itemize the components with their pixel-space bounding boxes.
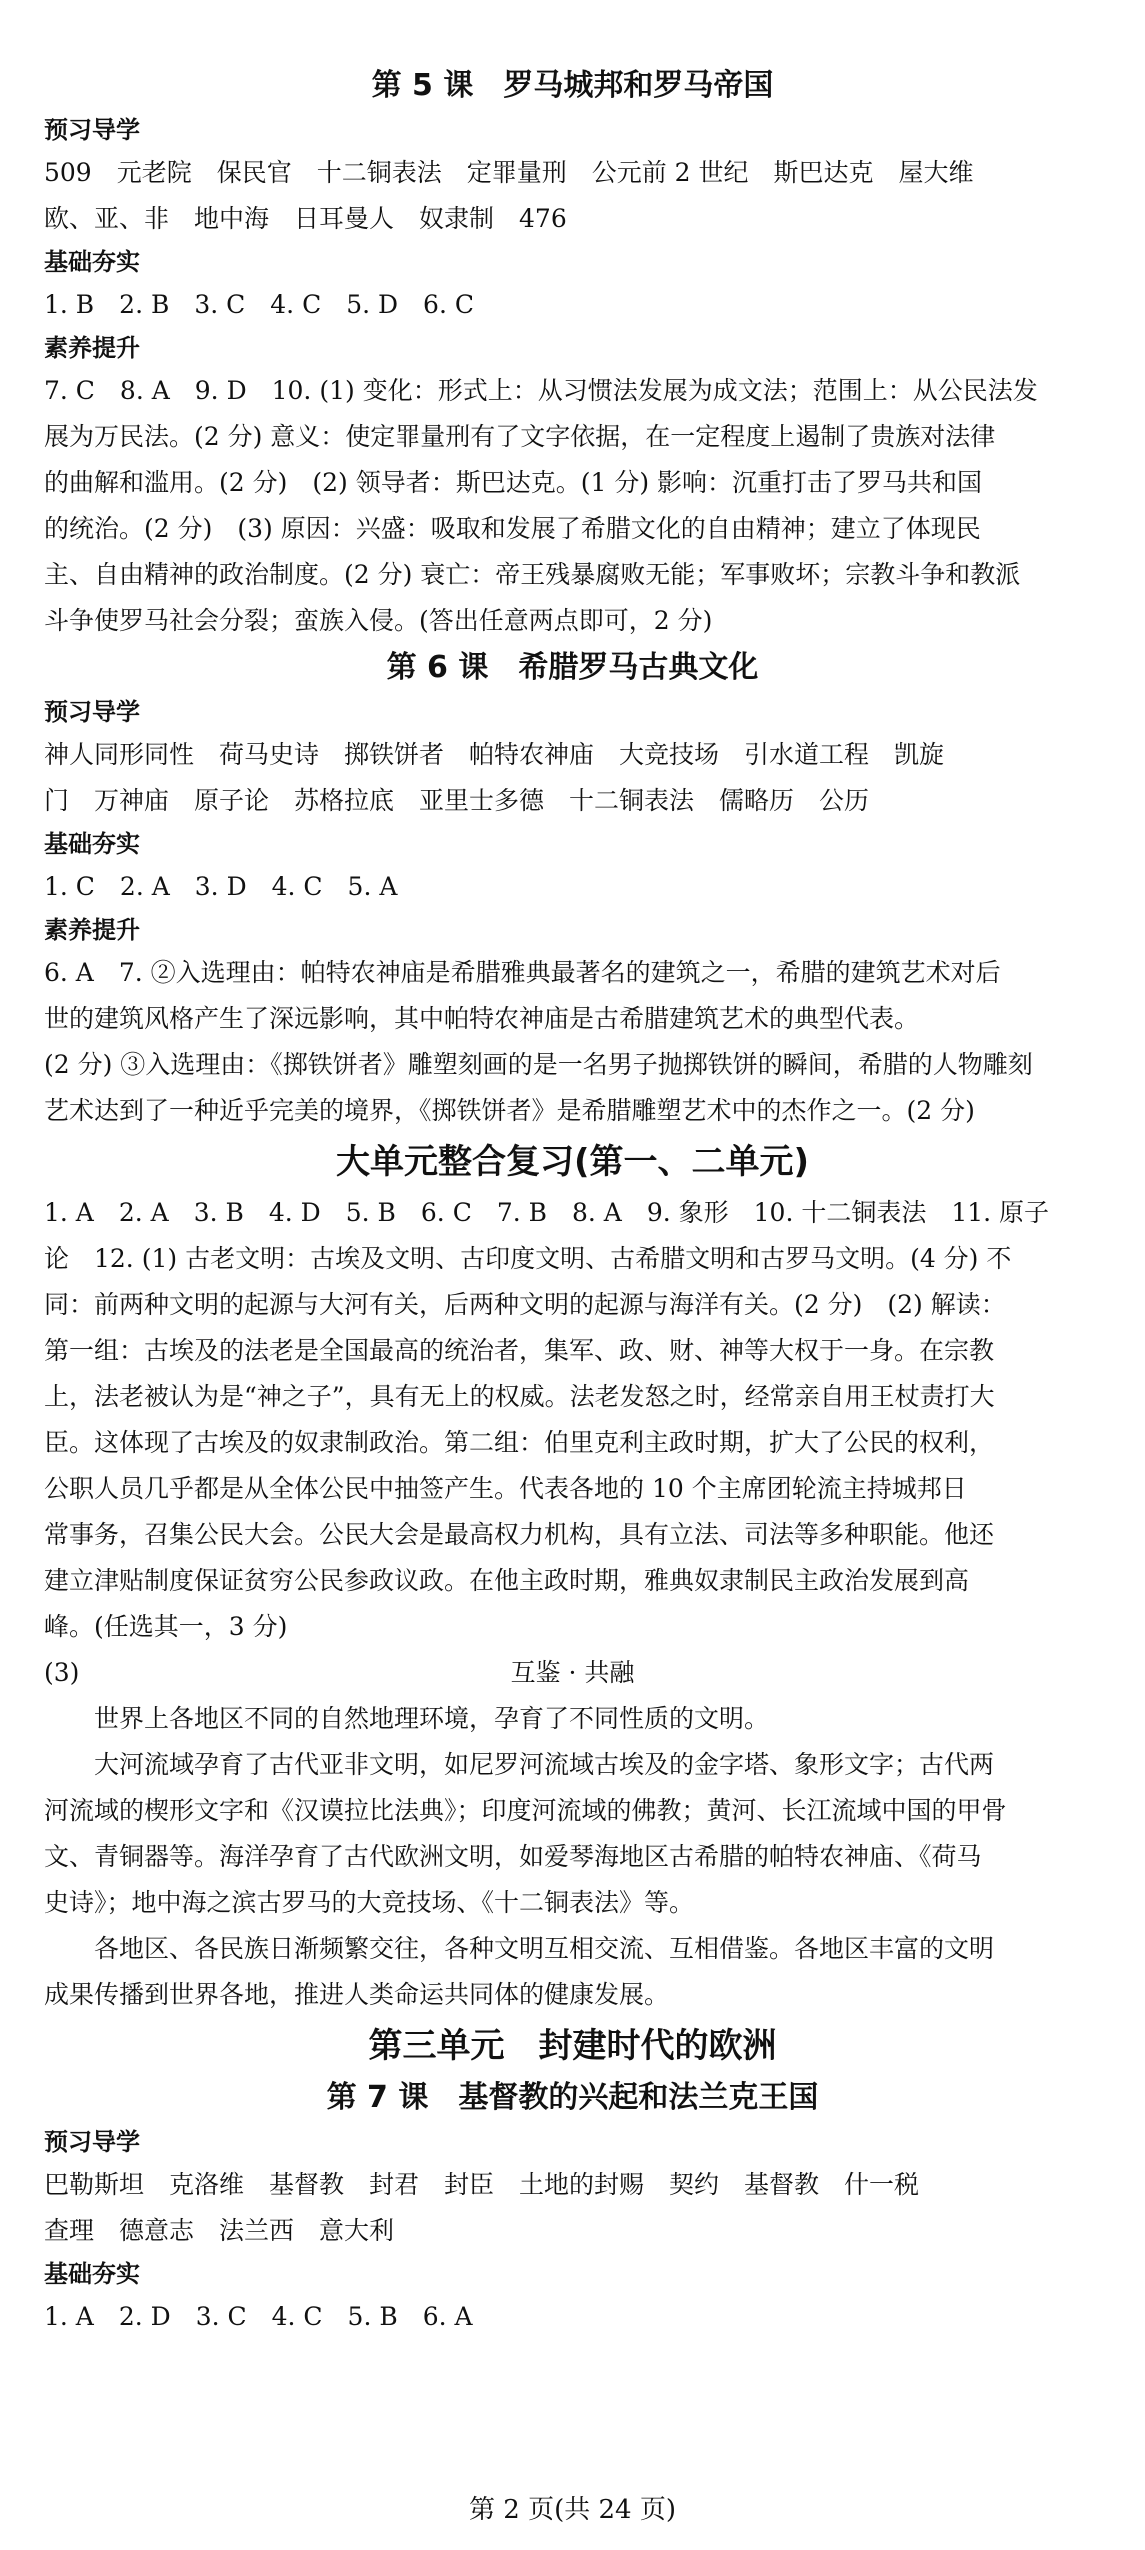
review-line: 臣。这体现了古埃及的奴隶制政治。第二组：伯里克利主政时期，扩大了公民的权利，: [44, 1428, 995, 1457]
review-line: 论 12. (1) 古老文明：古埃及文明、古印度文明、古希腊文明和古罗马文明。(4 分) 不: [44, 1244, 1012, 1273]
essay-number: (3): [44, 1658, 80, 1687]
review-line: 上，法老被认为是“神之子”，具有无上的权威。法老发怒之时，经常亲自用王杖责打大: [44, 1382, 995, 1411]
lesson-6-title: 第 6 课 希腊罗马古典文化: [386, 650, 759, 685]
lesson-7-basics-answers: 1. A 2. D 3. C 4. C 5. B 6. A: [44, 2302, 473, 2331]
lesson-6-improve-line: (2 分) ③入选理由：《掷铁饼者》雕塑刻画的是一名男子抛掷铁饼的瞬间，希腊的人物雕刻: [44, 1050, 1033, 1079]
lesson-7-basics-heading: 基础夯实: [44, 2260, 140, 2288]
lesson-6-improve-line: 艺术达到了一种近乎完美的境界，《掷铁饼者》是希腊雕塑艺术中的杰作之一。(2 分): [44, 1096, 975, 1125]
lesson-5-improve-line: 主、自由精神的政治制度。(2 分) 衰亡：帝王残暴腐败无能；军事败坏；宗教斗争和教派: [44, 560, 1021, 589]
essay-line: 成果传播到世界各地，推进人类命运共同体的健康发展。: [44, 1980, 670, 2009]
page-number: 第 2 页(共 24 页): [469, 2495, 676, 2525]
lesson-5-preview-heading: 预习导学: [44, 116, 140, 144]
essay-title: 互鉴 · 共融: [510, 1658, 635, 1687]
essay-line: 文、青铜器等。海洋孕育了古代欧洲文明，如爱琴海地区古希腊的帕特农神庙、《荷马: [44, 1842, 982, 1871]
unit-3-title: 第三单元 封建时代的欧洲: [368, 2026, 777, 2066]
lesson-5-preview-line: 509 元老院 保民官 十二铜表法 定罪量刑 公元前 2 世纪 斯巴达克 屋大维: [44, 158, 974, 187]
lesson-6-preview-line: 门 万神庙 原子论 苏格拉底 亚里士多德 十二铜表法 儒略历 公历: [44, 786, 870, 815]
essay-line: 各地区、各民族日渐频繁交往，各种文明互相交流、互相借鉴。各地区丰富的文明: [94, 1934, 995, 1963]
essay-line: 大河流域孕育了古代亚非文明，如尼罗河流域古埃及的金字塔、象形文字；古代两: [94, 1750, 995, 1779]
review-line: 峰。(任选其一，3 分): [44, 1612, 288, 1641]
essay-heading: [44, 1650, 1101, 1696]
lesson-6-improve-line: 6. A 7. ②入选理由：帕特农神庙是希腊雅典最著名的建筑之一，希腊的建筑艺术对后: [44, 958, 1001, 987]
review-line: 1. A 2. A 3. B 4. D 5. B 6. C 7. B 8. A 9. 象形 10. 十二铜表法 11. 原子: [44, 1198, 1050, 1227]
lesson-6-preview-heading: 预习导学: [44, 698, 140, 726]
lesson-5-improve-line: 7. C 8. A 9. D 10. (1) 变化：形式上：从习惯法发展为成文法；范围上：从公民法发: [44, 376, 1038, 405]
lesson-6-basics-heading: 基础夯实: [44, 830, 140, 858]
lesson-6-improve-heading: 素养提升: [44, 916, 140, 944]
review-line: 常事务，召集公民大会。公民大会是最高权力机构，具有立法、司法等多种职能。他还: [44, 1520, 995, 1549]
lesson-5-improve-line: 的曲解和滥用。(2 分) (2) 领导者：斯巴达克。(1 分) 影响：沉重打击了罗马共和国: [44, 468, 983, 497]
review-line: 同：前两种文明的起源与大河有关，后两种文明的起源与海洋有关。(2 分) (2) 解读：: [44, 1290, 1006, 1319]
lesson-7-preview-line: 查理 德意志 法兰西 意大利: [44, 2216, 395, 2245]
lesson-6-improve-line: 世的建筑风格产生了深远影响，其中帕特农神庙是古希腊建筑艺术的典型代表。: [44, 1004, 920, 1033]
lesson-5-title: 第 5 课 罗马城邦和罗马帝国: [371, 68, 774, 103]
lesson-5-basics-answers: 1. B 2. B 3. C 4. C 5. D 6. C: [44, 290, 474, 319]
lesson-6-preview-line: 神人同形同性 荷马史诗 掷铁饼者 帕特农神庙 大竞技场 引水道工程 凯旋: [44, 740, 945, 769]
lesson-5-improve-line: 展为万民法。(2 分) 意义：使定罪量刑有了文字依据，在一定程度上遏制了贵族对法律: [44, 422, 996, 451]
lesson-6-basics-answers: 1. C 2. A 3. D 4. C 5. A: [44, 872, 398, 901]
review-line: 建立津贴制度保证贫穷公民参政议政。在他主政时期，雅典奴隶制民主政治发展到高: [44, 1566, 970, 1595]
lesson-5-improve-heading: 素养提升: [44, 334, 140, 362]
lesson-5-improve-line: 斗争使罗马社会分裂；蛮族入侵。(答出任意两点即可，2 分): [44, 606, 713, 635]
lesson-5-basics-heading: 基础夯实: [44, 248, 140, 276]
review-line: 公职人员几乎都是从全体公民中抽签产生。代表各地的 10 个主席团轮流主持城邦日: [44, 1474, 967, 1503]
lesson-7-title: 第 7 课 基督教的兴起和法兰克王国: [326, 2080, 819, 2115]
lesson-5-preview-line: 欧、亚、非 地中海 日耳曼人 奴隶制 476: [44, 204, 567, 233]
lesson-7-preview-line: 巴勒斯坦 克洛维 基督教 封君 封臣 土地的封赐 契约 基督教 什一税: [44, 2170, 920, 2199]
essay-line: 史诗》；地中海之滨古罗马的大竞技场、《十二铜表法》等。: [44, 1888, 695, 1917]
lesson-5-improve-line: 的统治。(2 分) (3) 原因：兴盛：吸取和发展了希腊文化的自由精神；建立了体现民: [44, 514, 981, 543]
review-title: 大单元整合复习(第一、二单元): [335, 1142, 810, 1182]
essay-line: 世界上各地区不同的自然地理环境，孕育了不同性质的文明。: [94, 1704, 770, 1733]
review-line: 第一组：古埃及的法老是全国最高的统治者，集军、政、财、神等大权于一身。在宗教: [44, 1336, 995, 1365]
essay-line: 河流域的楔形文字和《汉谟拉比法典》；印度河流域的佛教；黄河、长江流域中国的甲骨: [44, 1796, 1007, 1825]
lesson-7-preview-heading: 预习导学: [44, 2128, 140, 2156]
